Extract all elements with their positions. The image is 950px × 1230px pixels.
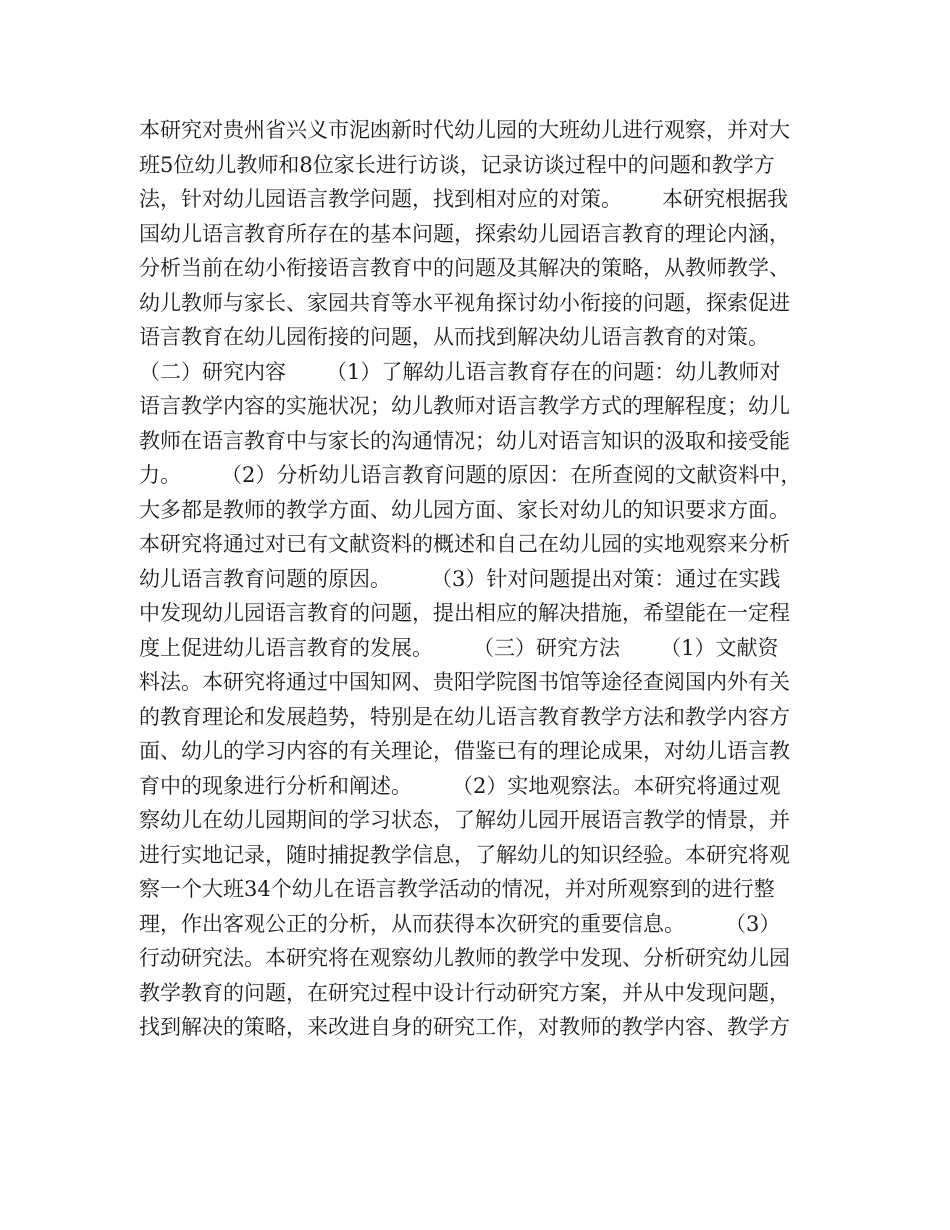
text-line: 幼儿语言教育问题的原因。 （3）针对问题提出对策：通过在实践 bbox=[139, 566, 781, 591]
text-line: 找到解决的策略，来改进自身的研究工作，对教师的教学内容、教学方 bbox=[139, 1015, 790, 1039]
text-line: 理，作出客观公正的分析，从而获得本次研究的重要信息。 （3） bbox=[139, 911, 781, 936]
text-line: 法，针对幼儿园语言教学问题，找到相对应的对策。 本研究根据我 bbox=[139, 187, 789, 211]
text-line: 教学教育的问题，在研究过程中设计行动研究方案，并从中发现问题， bbox=[139, 980, 790, 1005]
text-line: 国幼儿语言教育所存在的基本问题，探索幼儿园语言教育的理论内涵， bbox=[139, 221, 790, 246]
text-line: 语言教学内容的实施状况；幼儿教师对语言教学方式的理解程度；幼儿 bbox=[139, 394, 790, 418]
text-line: 幼儿教师与家长、家园共育等水平视角探讨幼小衔接的问题，探索促进 bbox=[139, 290, 790, 315]
text-line: 班5位幼儿教师和8位家长进行访谈，记录访谈过程中的问题和教学方 bbox=[139, 152, 775, 177]
text-line: 大多都是教师的教学方面、幼儿园方面、家长对幼儿的知识要求方面。 bbox=[139, 497, 790, 522]
text-line: 教师在语言教育中与家长的沟通情况；幼儿对语言知识的汲取和接受能 bbox=[139, 428, 790, 453]
text-line: 分析当前在幼小衔接语言教育中的问题及其解决的策略，从教师教学、 bbox=[139, 256, 790, 280]
text-line: 中发现幼儿园语言教育的问题，提出相应的解决措施，希望能在一定程 bbox=[139, 601, 790, 625]
text-line: 面、幼儿的学习内容的有关理论，借鉴已有的理论成果，对幼儿语言教 bbox=[139, 739, 790, 763]
text-line: 进行实地记录，随时捕捉教学信息，了解幼儿的知识经验。本研究将观 bbox=[139, 842, 790, 867]
body-text bbox=[139, 113, 839, 1045]
text-line: 育中的现象进行分析和阐述。 （2）实地观察法。本研究将通过观 bbox=[139, 773, 781, 798]
text-line: 料法。本研究将通过中国知网、贵阳学院图书馆等途径查阅国内外有关 bbox=[139, 670, 790, 694]
text-line: 力。 （2）分析幼儿语言教育问题的原因：在所查阅的文献资料中， bbox=[139, 463, 802, 487]
text-line: 察幼儿在幼儿园期间的学习状态，了解幼儿园开展语言教学的情景，并 bbox=[139, 808, 790, 832]
text-line: 本研究将通过对已有文献资料的概述和自己在幼儿园的实地观察来分析 bbox=[139, 532, 790, 556]
text-line: 本研究对贵州省兴义市泥凼新时代幼儿园的大班幼儿进行观察，并对大 bbox=[139, 118, 790, 142]
text-line: 度上促进幼儿语言教育的发展。 （三）研究方法 （1）文献资 bbox=[139, 635, 779, 660]
text-line: 的教育理论和发展趋势，特别是在幼儿语言教育教学方法和教学内容方 bbox=[139, 704, 790, 729]
text-line: 语言教育在幼儿园衔接的问题，从而找到解决幼儿语言教育的对策。 bbox=[139, 325, 769, 349]
text-line: 察一个大班34个幼儿在语言教学活动的情况，并对所观察到的进行整 bbox=[139, 877, 775, 901]
text-line: （二）研究内容 （1）了解幼儿语言教育存在的问题：幼儿教师对 bbox=[139, 359, 781, 384]
text-line: 行动研究法。本研究将在观察幼儿教师的教学中发现、分析研究幼儿园 bbox=[139, 946, 790, 970]
